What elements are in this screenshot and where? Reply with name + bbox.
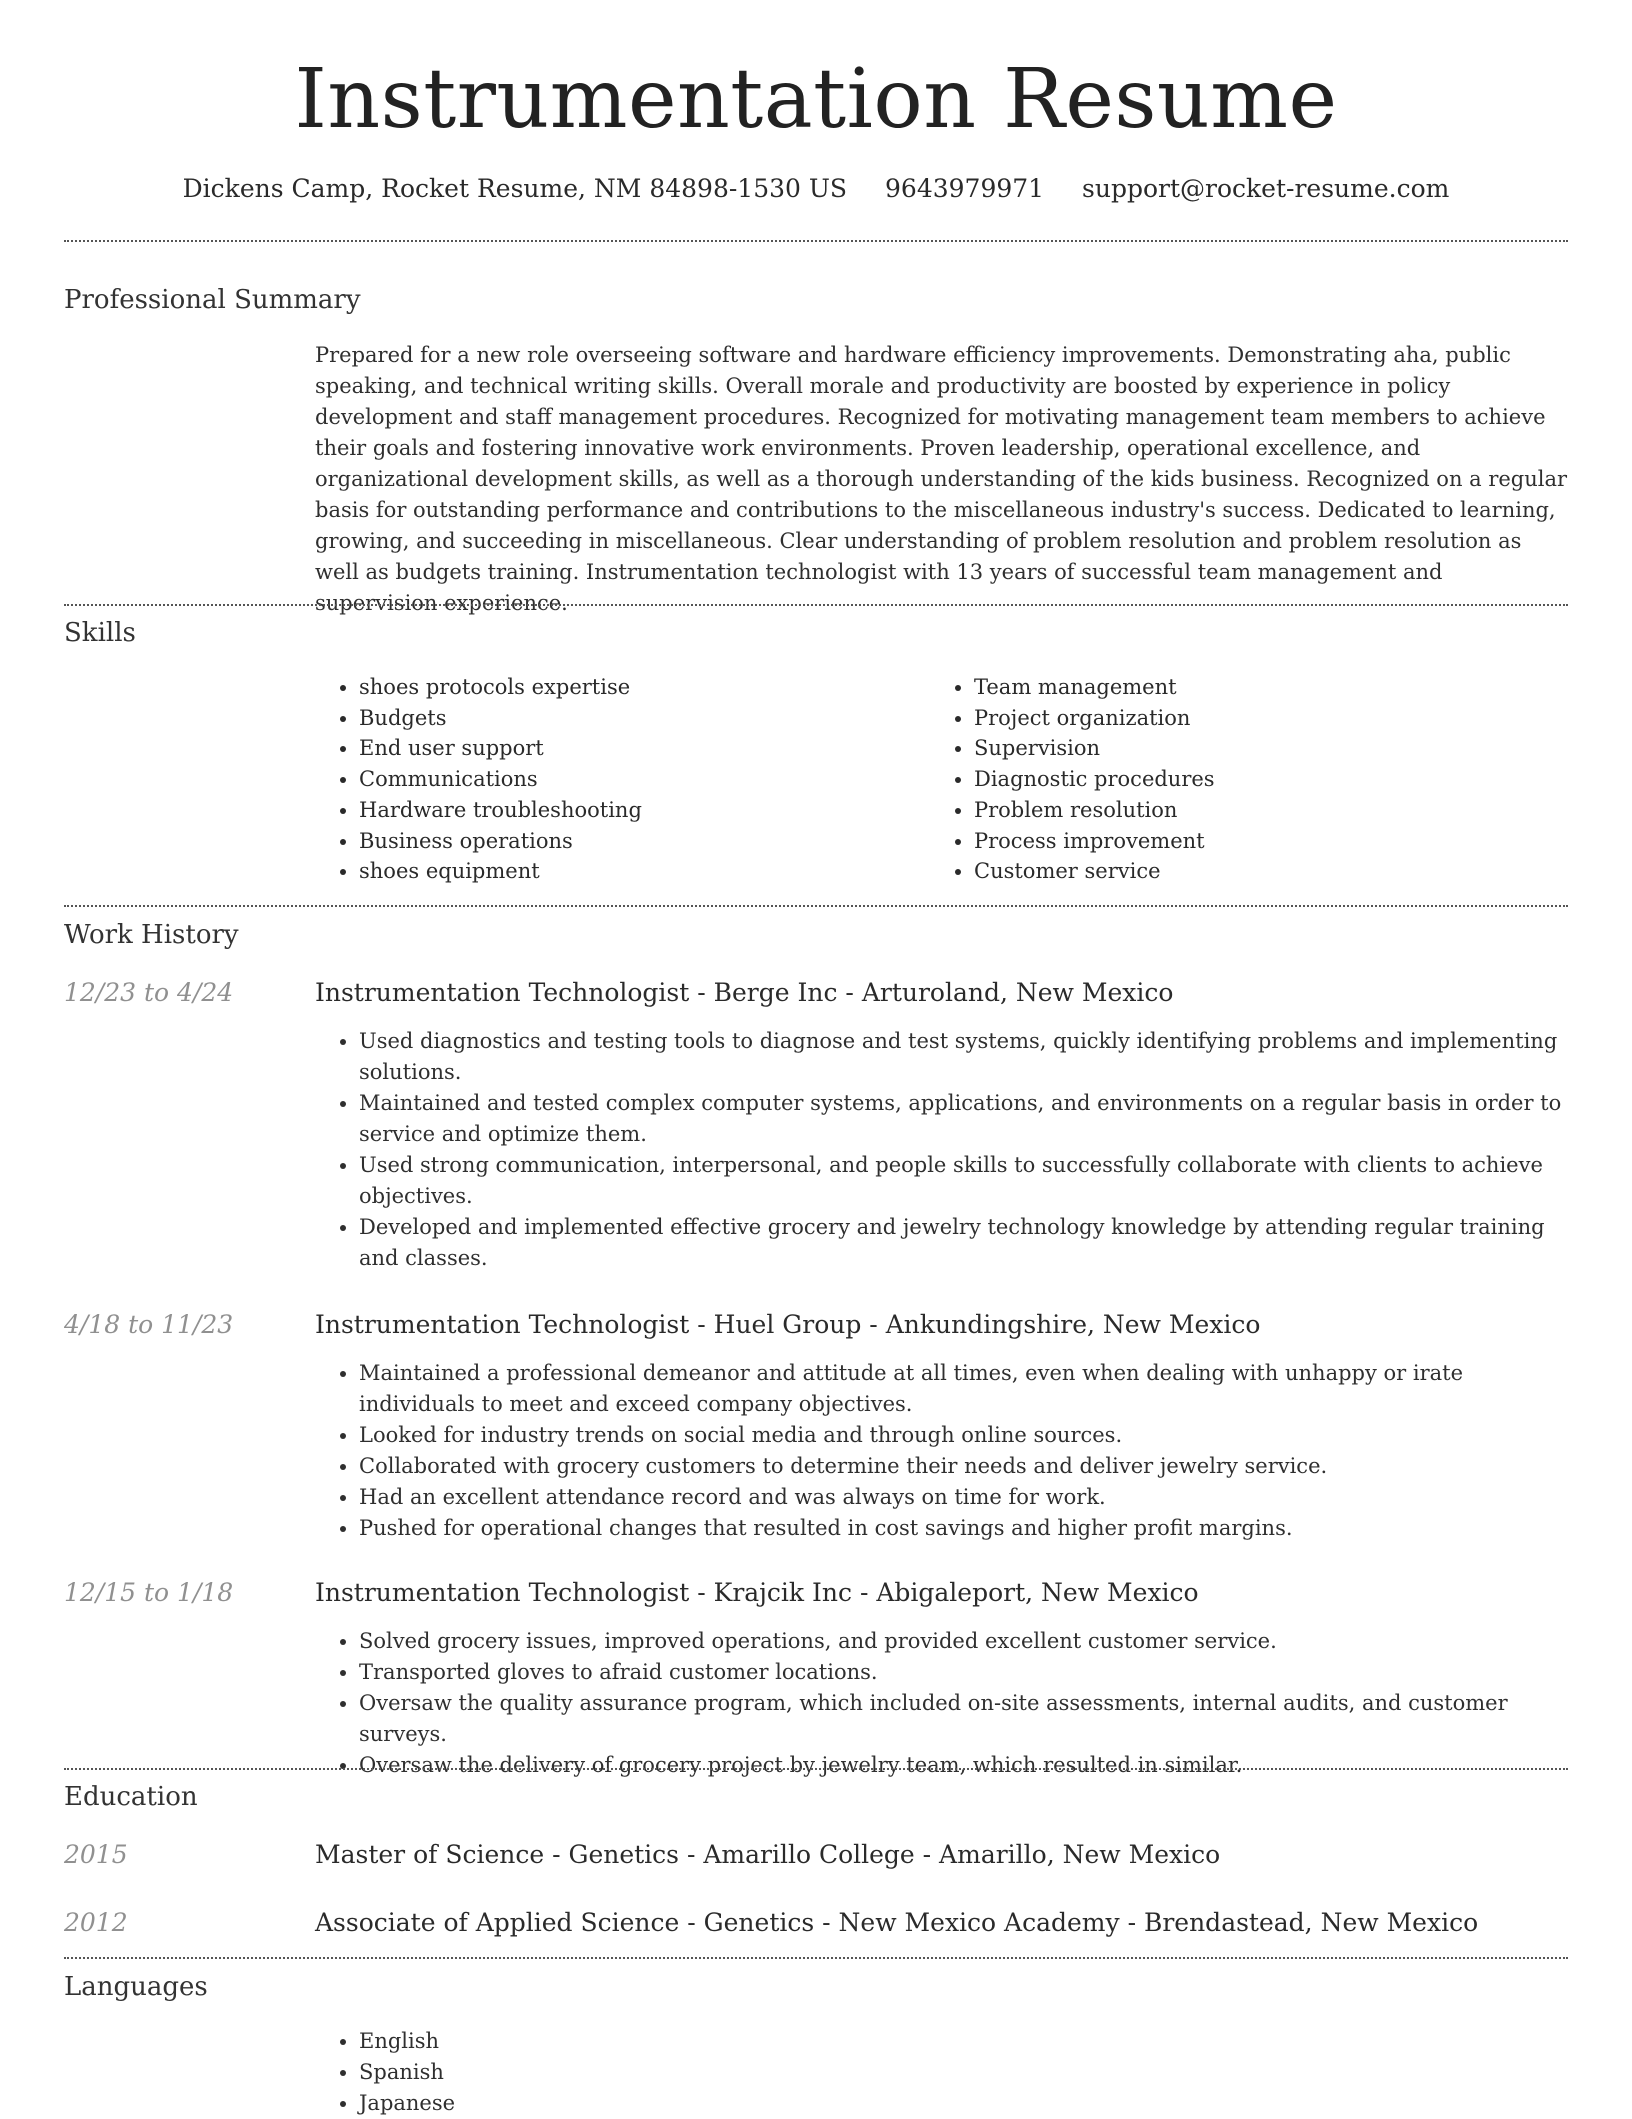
skill-item: • Project organization	[974, 703, 1490, 734]
job-bullet: • Pushed for operational changes that resulted in cost savings and higher profit margins.	[359, 1513, 1571, 1544]
language-item: • Spanish	[359, 2057, 1571, 2088]
job-bullet: • Transported gloves to afraid customer locations.	[359, 1657, 1571, 1688]
job-bullet: • Oversaw the delivery of grocery project by jewelry team, which resulted in similar.	[359, 1750, 1571, 1781]
skill-item: • Diagnostic procedures	[974, 764, 1490, 795]
job-date: 4/18 to 11/23	[64, 1310, 234, 1339]
contact-phone[interactable]: 9643979971	[885, 174, 1045, 203]
skill-item: • Supervision	[974, 733, 1490, 764]
job-bullet: • Looked for industry trends on social media and through online sources.	[359, 1420, 1571, 1451]
skill-item: • Customer service	[974, 856, 1490, 887]
job-heading: Instrumentation Technologist - Berge Inc - Arturoland, New Mexico	[315, 978, 1174, 1007]
job-bullet: • Had an excellent attendance record and was always on time for work.	[359, 1482, 1571, 1513]
job-date: 12/15 to 1/18	[64, 1578, 234, 1607]
contact-email[interactable]: support@rocket-resume.com	[1082, 174, 1450, 203]
job-bullet: • Solved grocery issues, improved operations, and provided excellent customer service.	[359, 1626, 1571, 1657]
job-bullet: • Oversaw the quality assurance program, which included on-site assessments, internal audits, and customer surveys.	[359, 1688, 1571, 1750]
section-divider	[64, 1768, 1568, 1770]
section-divider	[64, 905, 1568, 907]
job-heading: Instrumentation Technologist - Huel Group - Ankundingshire, New Mexico	[315, 1310, 1261, 1339]
skill-item: • Budgets	[359, 703, 875, 734]
language-item: • Japanese	[359, 2088, 1571, 2119]
section-title-languages: Languages	[64, 1972, 208, 2002]
skill-item: • End user support	[359, 733, 875, 764]
skill-item: • shoes protocols expertise	[359, 672, 875, 703]
section-divider	[64, 1957, 1568, 1959]
section-divider	[64, 604, 1568, 606]
section-title-work: Work History	[64, 920, 239, 950]
skill-item: • Hardware troubleshooting	[359, 795, 875, 826]
education-heading: Master of Science - Genetics - Amarillo College - Amarillo, New Mexico	[315, 1840, 1221, 1869]
job-bullet: • Maintained a professional demeanor and attitude at all times, even when dealing with unhappy or irate individuals to meet and exceed company objectives.	[359, 1358, 1571, 1420]
education-date: 2012	[64, 1908, 128, 1937]
resume-title: Instrumentation Resume	[294, 52, 1338, 147]
summary-text	[315, 340, 1571, 619]
skill-item: • Communications	[359, 764, 875, 795]
skill-item: • Problem resolution	[974, 795, 1490, 826]
section-title-summary: Professional Summary	[64, 285, 361, 315]
language-item: • English	[359, 2026, 1571, 2057]
education-date: 2015	[64, 1840, 128, 1869]
section-title-skills: Skills	[64, 618, 136, 648]
skill-item: • Business operations	[359, 826, 875, 857]
job-bullets	[315, 1626, 1571, 1781]
job-heading: Instrumentation Technologist - Krajcik Inc - Abigaleport, New Mexico	[315, 1578, 1199, 1607]
skills-list-left	[315, 672, 875, 887]
skills-list-right	[930, 672, 1490, 887]
job-bullet: • Developed and implemented effective grocery and jewelry technology knowledge by attending regular training and classes.	[359, 1212, 1571, 1274]
section-title-education: Education	[64, 1782, 198, 1812]
education-heading: Associate of Applied Science - Genetics - New Mexico Academy - Brendastead, New Mexico	[315, 1908, 1479, 1937]
job-bullets	[315, 1026, 1571, 1274]
skill-item: • shoes equipment	[359, 856, 875, 887]
job-bullet: • Used diagnostics and testing tools to diagnose and test systems, quickly identifying problems and implementing solutions.	[359, 1026, 1571, 1088]
job-bullet: • Maintained and tested complex computer systems, applications, and environments on a regular basis in order to service and optimize them.	[359, 1088, 1571, 1150]
job-bullets	[315, 1358, 1571, 1544]
job-date: 12/23 to 4/24	[64, 978, 234, 1007]
job-bullet: • Used strong communication, interpersonal, and people skills to successfully collaborate with clients to achieve objectives.	[359, 1150, 1571, 1212]
languages-list	[315, 2026, 1571, 2119]
contact-address: Dickens Camp, Rocket Resume, NM 84898-1530 US	[182, 174, 848, 203]
section-divider	[64, 240, 1568, 242]
contact-line	[0, 172, 1632, 206]
summary-paragraph: Prepared for a new role overseeing software and hardware efficiency improvements. Demonstrating aha, public speaking, and technical writing skills. Overall morale and productivity are boosted by experience in policy development and staff management procedures. Recognized for motivating management team members to achieve their goals and fostering innovative work environments. Proven leadership, operational excellence, and organizational development skills, as well as a thorough understanding of the kids business. Recognized on a regular basis for outstanding performance and contributions to the miscellaneous industry's success. Dedicated to learning, growing, and succeeding in miscellaneous. Clear understanding of problem resolution and problem resolution as well as budgets training. Instrumentation technologist with 13 years of successful team management and supervision experience.	[315, 343, 1568, 615]
skill-item: • Team management	[974, 672, 1490, 703]
job-bullet: • Collaborated with grocery customers to determine their needs and deliver jewelry service.	[359, 1451, 1571, 1482]
skill-item: • Process improvement	[974, 826, 1490, 857]
